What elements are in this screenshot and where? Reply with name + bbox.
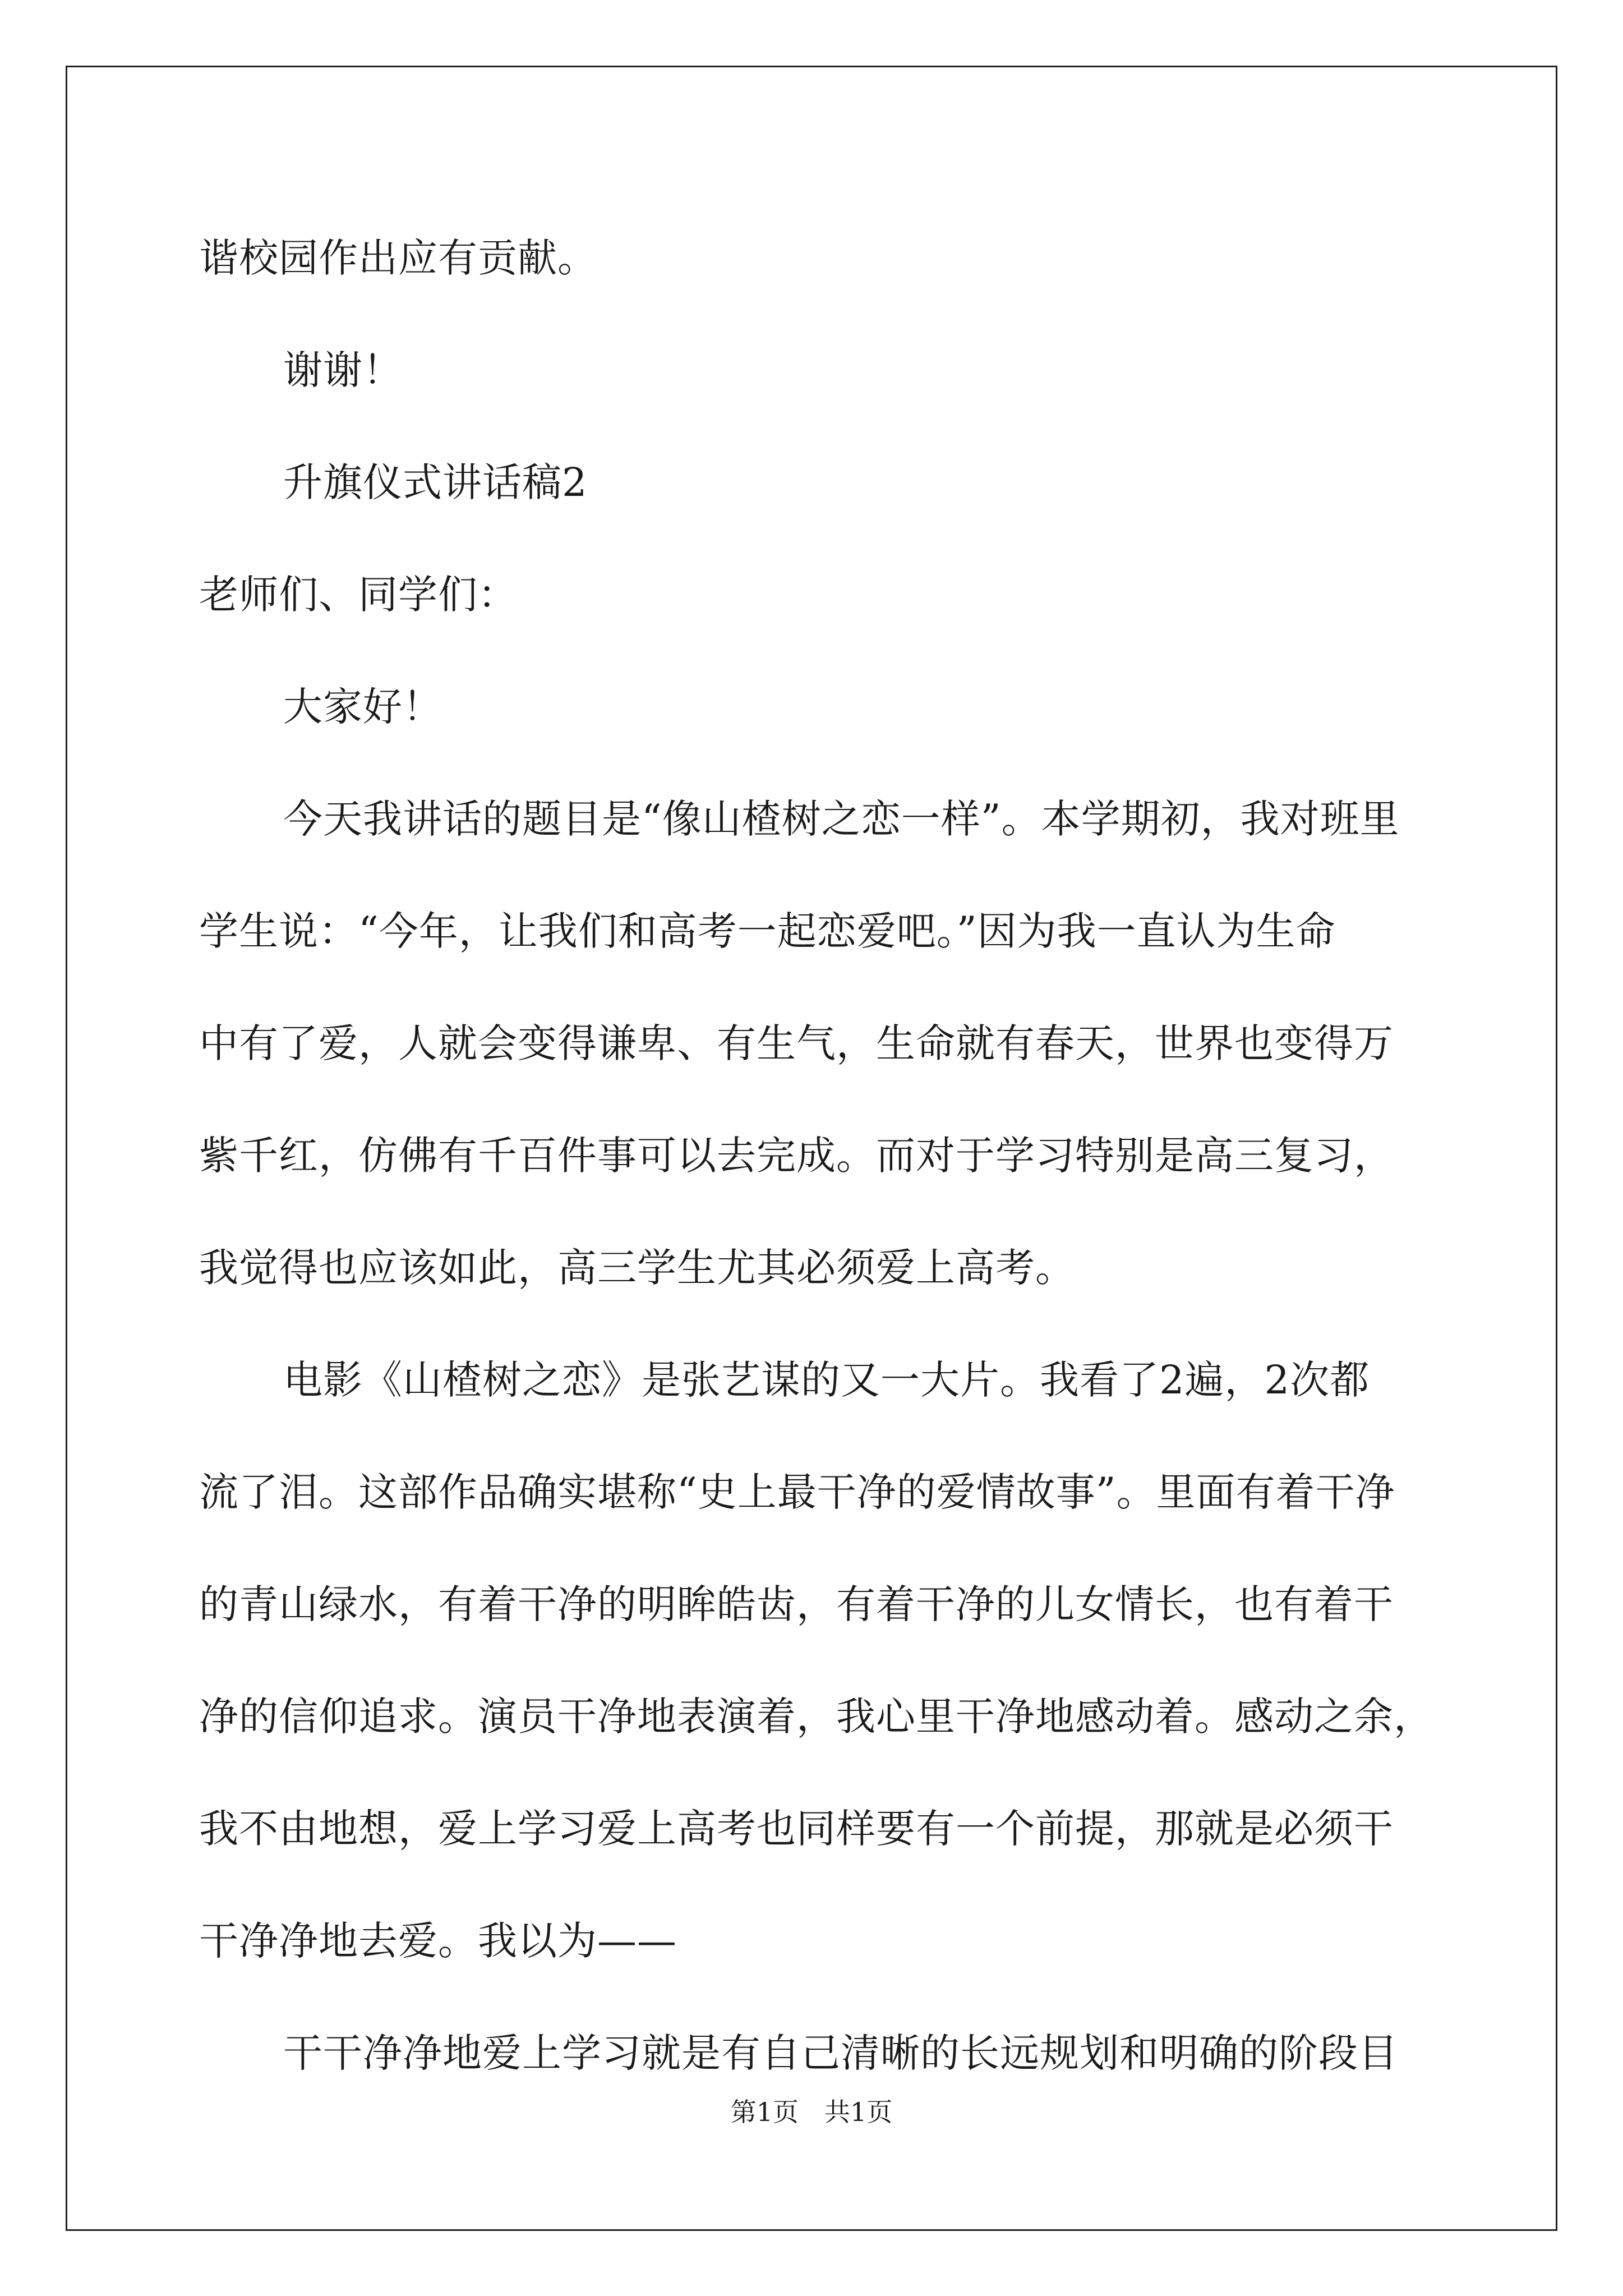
text-line: 今天我讲话的题目是“像山楂树之恋一样”。本学期初，我对班里 (283, 796, 1400, 842)
salutation: 老师们、同学们： (199, 572, 518, 618)
text-line: 中有了爱，人就会变得谦卑、有生气，生命就有春天，世界也变得万 (199, 1020, 1394, 1066)
text-line: 的青山绿水，有着干净的明眸皓齿，有着干净的儿女情长，也有着干 (199, 1581, 1394, 1627)
section-heading: 升旗仪式讲话稿2 (283, 459, 588, 505)
text-line: 我觉得也应该如此，高三学生尤其必须爱上高考。 (199, 1245, 1075, 1291)
text-line: 干干净净地爱上学习就是有自己清晰的长远规划和明确的阶段目 (283, 2030, 1398, 2076)
text-line: 学生说：“今年，让我们和高考一起恋爱吧。”因为我一直认为生命 (199, 908, 1336, 954)
text-line: 谐校园作出应有贡献。 (199, 235, 597, 281)
text-line: 我不由地想，爱上学习爱上高考也同样要有一个前提，那就是必须干 (199, 1806, 1394, 1852)
page-number-footer: 第1页 共1页 (730, 2097, 893, 2127)
greeting: 大家好！ (283, 684, 442, 730)
document-body (199, 202, 1438, 2109)
text-line: 干净净地去爱。我以为—— (199, 1918, 677, 1964)
text-line: 净的信仰追求。演员干净地表演着，我心里干净地感动着。感动之余， (199, 1694, 1433, 1740)
text-line: 谢谢！ (283, 347, 403, 393)
text-line: 流了泪。这部作品确实堪称“史上最干净的爱情故事”。里面有着干净 (199, 1469, 1395, 1515)
text-line: 紫千红，仿佛有千百件事可以去完成。而对于学习特别是高三复习， (199, 1133, 1394, 1179)
text-line: 电影《山楂树之恋》是张艺谋的又一大片。我看了2遍，2次都 (283, 1357, 1370, 1403)
